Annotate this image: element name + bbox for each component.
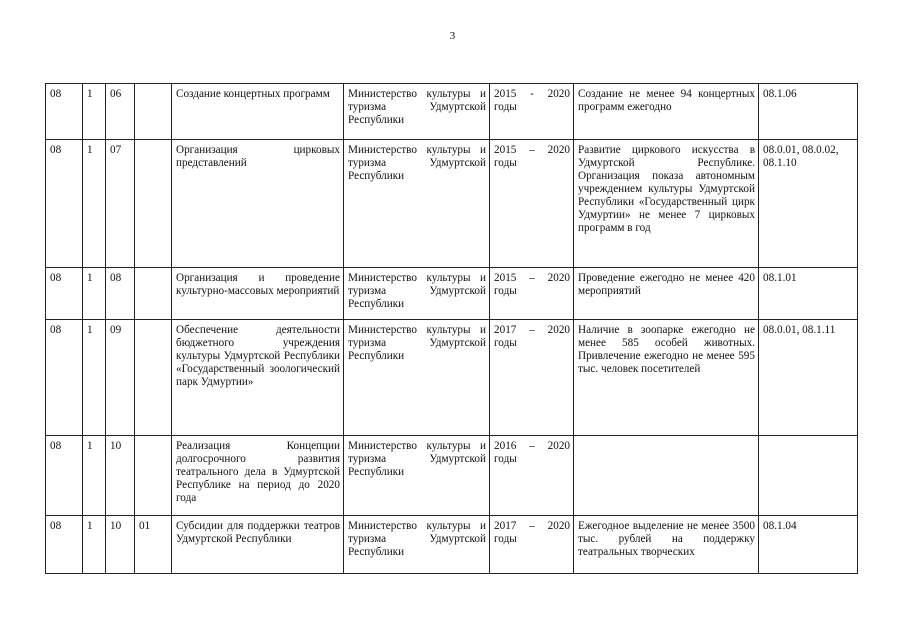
cell-pp: 1	[83, 320, 106, 436]
cell-pp: 1	[83, 84, 106, 140]
cell-gp: 08	[46, 516, 83, 574]
cell-om: 09	[106, 320, 135, 436]
cell-gp: 08	[46, 268, 83, 320]
cell-result: Развитие циркового искусства в Удмуртской Республике. Организация показа автономным учреждением культуры Удмуртской Республики «Государственный цирк Удмуртии» не менее 7 цирковых программ в год	[574, 140, 759, 268]
cell-name: Реализация Концепции долгосрочного развития театрального дела в Удмуртской Республике на период до 2020 года	[172, 436, 344, 516]
cell-indicators: 08.1.06	[759, 84, 858, 140]
cell-period: 2015 – 2020 годы	[490, 268, 574, 320]
cell-m	[135, 320, 172, 436]
cell-executor: Министерство культуры и туризма Удмуртской Республики	[344, 516, 490, 574]
cell-period: 2017 – 2020 годы	[490, 516, 574, 574]
table-row	[46, 268, 858, 320]
cell-gp: 08	[46, 84, 83, 140]
cell-m	[135, 268, 172, 320]
table-row	[46, 516, 858, 574]
cell-pp: 1	[83, 268, 106, 320]
cell-om: 07	[106, 140, 135, 268]
cell-result: Ежегодное выделение не менее 3500 тыс. рублей на поддержку театральных творческих	[574, 516, 759, 574]
table-row	[46, 436, 858, 516]
table-row	[46, 84, 858, 140]
cell-period: 2016 – 2020 годы	[490, 436, 574, 516]
cell-result: Наличие в зоопарке ежегодно не менее 585 особей животных. Привлечение ежегодно не менее 595 тыс. человек посетителей	[574, 320, 759, 436]
table-row	[46, 140, 858, 268]
cell-name: Обеспечение деятельности бюджетного учреждения культуры Удмуртской Республики «Государственный зоологический парк Удмуртии»	[172, 320, 344, 436]
cell-gp: 08	[46, 140, 83, 268]
cell-name: Организация и проведение культурно-массовых мероприятий	[172, 268, 344, 320]
cell-m: 01	[135, 516, 172, 574]
cell-om: 10	[106, 436, 135, 516]
cell-result	[574, 436, 759, 516]
cell-pp: 1	[83, 436, 106, 516]
cell-result: Проведение ежегодно не менее 420 мероприятий	[574, 268, 759, 320]
cell-gp: 08	[46, 436, 83, 516]
cell-executor: Министерство культуры и туризма Удмуртской Республики	[344, 268, 490, 320]
cell-indicators: 08.0.01, 08.1.11	[759, 320, 858, 436]
cell-indicators: 08.0.01, 08.0.02, 08.1.10	[759, 140, 858, 268]
cell-executor: Министерство культуры и туризма Удмуртской Республики	[344, 140, 490, 268]
cell-name: Создание концертных программ	[172, 84, 344, 140]
cell-indicators	[759, 436, 858, 516]
cell-period: 2015 – 2020 годы	[490, 140, 574, 268]
cell-period: 2017 – 2020 годы	[490, 320, 574, 436]
cell-m	[135, 84, 172, 140]
page-number: 3	[449, 30, 456, 42]
cell-m	[135, 436, 172, 516]
cell-indicators: 08.1.01	[759, 268, 858, 320]
cell-om: 06	[106, 84, 135, 140]
cell-gp: 08	[46, 320, 83, 436]
table-row	[46, 320, 858, 436]
cell-executor: Министерство культуры и туризма Удмуртской Республики	[344, 436, 490, 516]
cell-executor: Министерство культуры и туризма Удмуртской Республики	[344, 320, 490, 436]
cell-pp: 1	[83, 140, 106, 268]
cell-pp: 1	[83, 516, 106, 574]
cell-om: 10	[106, 516, 135, 574]
cell-period: 2015 - 2020 годы	[490, 84, 574, 140]
program-table	[45, 83, 858, 574]
cell-name: Организация цирковых представлений	[172, 140, 344, 268]
cell-executor: Министерство культуры и туризма Удмуртской Республики	[344, 84, 490, 140]
cell-m	[135, 140, 172, 268]
cell-om: 08	[106, 268, 135, 320]
cell-result: Создание не менее 94 концертных программ ежегодно	[574, 84, 759, 140]
cell-indicators: 08.1.04	[759, 516, 858, 574]
cell-name: Субсидии для поддержки театров Удмуртской Республики	[172, 516, 344, 574]
